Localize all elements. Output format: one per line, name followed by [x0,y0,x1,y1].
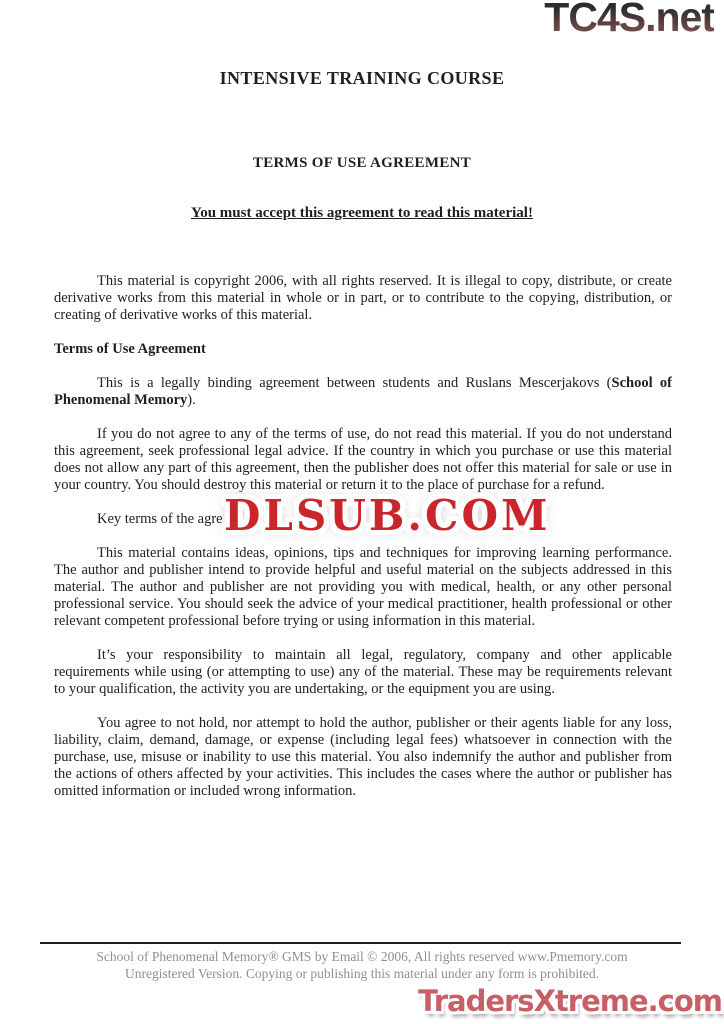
binding-agreement-close: ). [187,392,196,408]
binding-agreement-text: This is a legally binding agreement between students and Ruslans Mescerjakovs ( [97,375,612,391]
accept-notice: You must accept this agreement to read this material! [191,205,533,221]
agreement-body [54,273,672,817]
footer [0,948,724,982]
footer-line-1: School of Phenomenal Memory® GMS by Email © 2006, All rights reserved www.Pmemory.com [96,949,628,964]
phenomenal-memory-bold: School of Phenomenal Memory [54,375,672,408]
responsibility-paragraph: It’s your responsibility to maintain all legal, regulatory, company and other applicable requirements while using (or attempting to use) any of the material. These may be requirements relevant to your qualification, the activity you are undertaking, or the equipment you are using. [54,647,672,697]
copyright-paragraph: This material is copyright 2006, with all rights reserved. It is illegal to copy, distribute, or create derivative works from this material in whole or in part, or to contribute to the copying, distribution, or creating of derivative works of this material. [54,273,672,323]
binding-agreement-paragraph [54,375,672,409]
tc4s-logo-watermark: TC4S.net [544,0,714,41]
tradersxtreme-watermark: TradersXtreme.com [418,984,722,1018]
agree-paragraph: If you do not agree to any of the terms of use, do not read this material. If you do not understand this agreement, seek professional legal advice. If the country in which you purchase or use this material does not allow any part of this agreement, then the publisher does not offer this material for sale or use in your country. You should destroy this material or return it to the place of purchase for a refund. [54,426,672,493]
key-terms-line: Key terms of the agre [97,511,223,527]
liability-paragraph: You agree to not hold, nor attempt to hold the author, publisher or their agents liable for any loss, liability, claim, demand, damage, or expense (including legal fees) whatsoever in connection with the purchase, use, misuse or inability to use this material. You also indemnify the author and publisher from the actions of others affected by your activities. This includes the cases where the author or publisher has omitted information or included wrong information. [54,715,672,799]
agreement-title: TERMS OF USE AGREEMENT [252,155,472,171]
dlsub-watermark: DLSUB.COM [224,491,551,540]
footer-line-2: Unregistered Version. Copying or publishing this material under any form is prohibited. [124,966,600,981]
course-title: INTENSIVE TRAINING COURSE [219,68,505,88]
contains-paragraph: This material contains ideas, opinions, tips and techniques for improving learning performance. The author and publisher intend to provide helpful and useful material on the subjects addressed in this material. The author and publisher are not providing you with medical, health, or any other personal professional service. You should seek the advice of your medical practitioner, health professional or other relevant competent professional before trying or using information in this material. [54,545,672,629]
terms-section-heading: Terms of Use Agreement [54,341,206,357]
footer-divider [40,942,681,944]
